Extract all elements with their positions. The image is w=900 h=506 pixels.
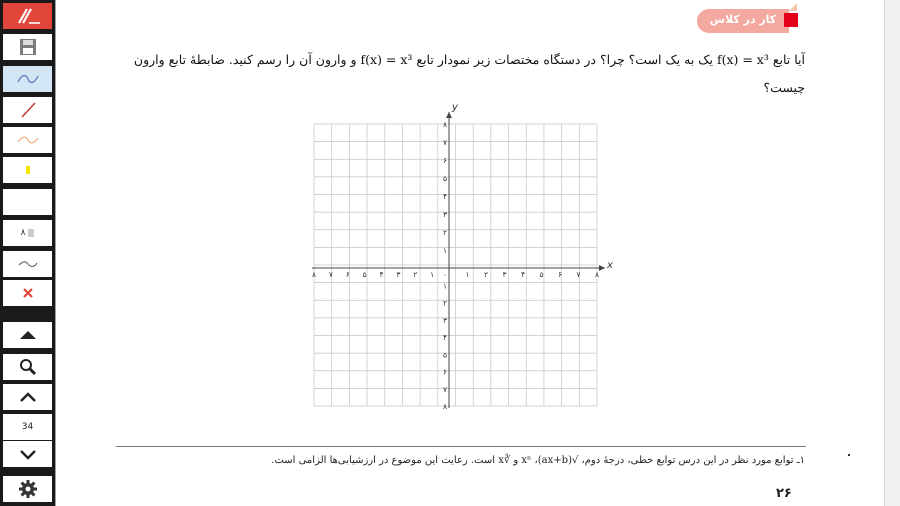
banner-title: کار در کلاس xyxy=(709,13,777,26)
y-tick-label: ۳ xyxy=(442,210,447,219)
page-number: ۲۶ xyxy=(776,486,792,501)
question-line-2: چیست؟ xyxy=(763,80,805,95)
y-axis-label: y xyxy=(452,102,458,113)
page-number-value: 34 xyxy=(21,422,34,432)
y-tick-label: ۸ xyxy=(442,402,447,411)
x-tick-label: ۵ xyxy=(362,270,367,279)
x-tick-label: ۵ xyxy=(539,270,544,279)
y-tick-label: ۴ xyxy=(442,192,447,201)
y-tick-label: ۱ xyxy=(442,281,447,291)
footnote-text: ۱ـ توابع مورد نظر در این درس توابع خطی، درجهٔ دوم، √(ax+b)، xⁿ و ∛x است. رعایت این موضوع در ارزشیابی‌ها الزامی است. xyxy=(271,455,805,466)
x-tick-label: ۲ xyxy=(413,270,418,279)
x-tick-label: ۶ xyxy=(557,270,563,279)
y-tick-label: ۷ xyxy=(442,138,447,147)
x-tick-label: ۱ xyxy=(465,270,470,279)
y-tick-label: ۶ xyxy=(442,156,447,165)
x-tick-label: ۸ xyxy=(594,270,600,279)
x-tick-label: ۶ xyxy=(345,270,350,279)
axes xyxy=(312,112,605,408)
y-tick-label: ۱ xyxy=(442,246,447,255)
x-tick-label: ۸ xyxy=(311,270,317,279)
x-tick-label: ۷ xyxy=(576,270,581,279)
size-glyph-icon: ۸ xyxy=(20,228,26,238)
question-line-1: آیا تابع f(x) = x³ یک به یک است؟ چرا؟ در دستگاه مختصات زیر نمودار تابع f(x) = x³ و وارون آن را رسم کنید. ضابطهٔ تابع وارون xyxy=(133,52,805,67)
x-tick-label: ۴ xyxy=(379,270,384,279)
y-tick-label: ۷ xyxy=(442,384,447,394)
y-tick-label: ۵ xyxy=(442,350,447,360)
grid-lines xyxy=(311,124,600,406)
y-tick-label: ۶ xyxy=(442,367,447,377)
x-tick-label: ۱ xyxy=(430,270,435,279)
vertical-scrollbar[interactable] xyxy=(884,0,900,506)
x-tick-label: ۷ xyxy=(328,270,333,279)
origin-label: ۰ xyxy=(442,270,447,279)
footnote-divider xyxy=(116,446,806,447)
y-tick-label: ۳ xyxy=(442,315,447,325)
y-tick-label: ۴ xyxy=(442,333,447,342)
x-axis-label: x xyxy=(607,260,613,271)
y-tick-label: ۵ xyxy=(442,174,447,183)
y-tick-label: ۲ xyxy=(442,298,447,308)
x-tick-label: ۲ xyxy=(483,270,489,279)
margin-dot xyxy=(848,454,850,456)
y-tick-label: ۸ xyxy=(442,120,447,129)
y-tick-label: ۲ xyxy=(442,228,447,237)
x-tick-label: ۳ xyxy=(396,270,401,279)
x-tick-label: ۴ xyxy=(520,270,526,279)
x-tick-label: ۳ xyxy=(502,270,507,279)
x-axis-arrow xyxy=(599,265,605,271)
